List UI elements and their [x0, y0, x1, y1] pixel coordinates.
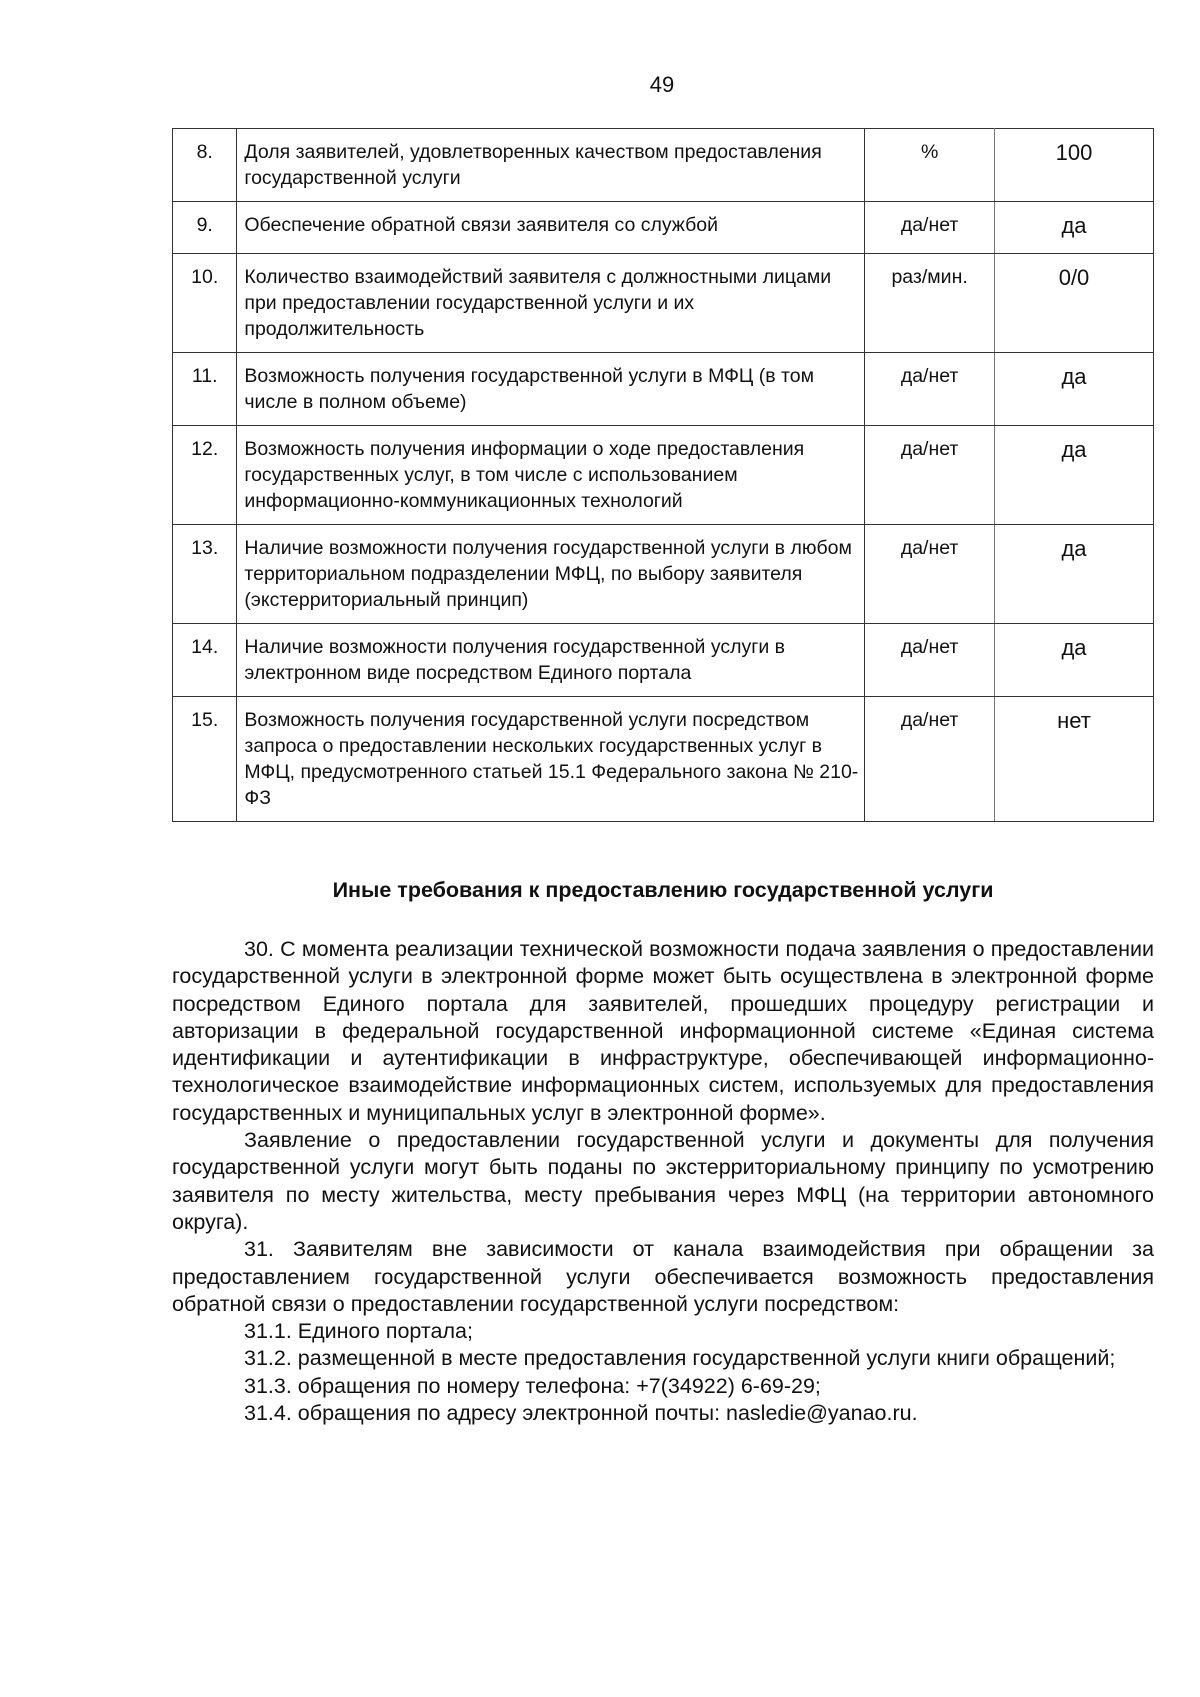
quality-indicators-table	[172, 128, 1154, 822]
paragraph-30: 30. С момента реализации технической возможности подача заявления о предоставлении государственной услуги в электронной форме может быть осуществлена в электронной форме посредством Единого портала для заявителей, прошедших процедуру регистрации и авторизации в федеральной государственной информационной системе «Единая система идентификации и аутентификации в инфраструктуре, обеспечивающей информационно-технологическое взаимодействие информационных систем, используемых для предоставления государственных и муниципальных услуг в электронной форме».	[172, 937, 1154, 1125]
indicator-description: Доля заявителей, удовлетворенных качеством предоставления государственной услуги	[237, 129, 865, 202]
indicator-description: Возможность получения информации о ходе предоставления государственных услуг, в том числе с использованием информационно-коммуникационных технологий	[237, 426, 865, 525]
table-row	[173, 202, 1154, 254]
indicator-description: Возможность получения государственной услуги посредством запроса о предоставлении нескольких государственных услуг в МФЦ, предусмотренного статьей 15.1 Федерального закона № 210-ФЗ	[237, 697, 865, 822]
indicator-value: да	[995, 353, 1154, 426]
indicator-unit: да/нет	[865, 353, 995, 426]
indicator-unit: раз/мин.	[865, 254, 995, 353]
indicator-value: да	[995, 202, 1154, 254]
indicator-unit: да/нет	[865, 202, 995, 254]
table-row	[173, 129, 1154, 202]
indicator-description: Наличие возможности получения государственной услуги в любом территориальном подразделении МФЦ, по выбору заявителя (экстерриториальный принцип)	[237, 525, 865, 624]
row-number: 10.	[173, 254, 237, 353]
indicator-value: 100	[995, 129, 1154, 202]
table-row	[173, 624, 1154, 697]
row-number: 11.	[173, 353, 237, 426]
indicator-unit: да/нет	[865, 525, 995, 624]
row-number: 13.	[173, 525, 237, 624]
row-number: 14.	[173, 624, 237, 697]
indicator-unit: %	[865, 129, 995, 202]
table-row	[173, 426, 1154, 525]
row-number: 12.	[173, 426, 237, 525]
row-number: 9.	[173, 202, 237, 254]
indicator-value: да	[995, 525, 1154, 624]
indicator-unit: да/нет	[865, 426, 995, 525]
indicator-description: Возможность получения государственной услуги в МФЦ (в том числе в полном объеме)	[237, 353, 865, 426]
paragraph-31-2: 31.2. размещенной в месте предоставления государственной услуги книги обращений;	[244, 1346, 1116, 1371]
table-row	[173, 525, 1154, 624]
indicator-value: 0/0	[995, 254, 1154, 353]
indicator-description: Обеспечение обратной связи заявителя со службой	[237, 202, 865, 254]
paragraph-31: 31. Заявителям вне зависимости от канала взаимодействия при обращении за предоставлением государственной услуги обеспечивается возможность предоставления обратной связи о предоставлении государственной услуги посредством:	[172, 1237, 1154, 1316]
row-number: 15.	[173, 697, 237, 822]
paragraph-31-4: 31.4. обращения по адресу электронной почты: nasledie@yanao.ru.	[244, 1401, 918, 1426]
paragraph-application-extraterritorial: Заявление о предоставлении государственной услуги и документы для получения государственной услуги могут быть поданы по экстерриториальному принципу по усмотрению заявителя по месту жительства, месту пребывания через МФЦ (на территории автономного округа).	[172, 1128, 1154, 1234]
indicator-description: Количество взаимодействий заявителя с должностными лицами при предоставлении государственной услуги и их продолжительность	[237, 254, 865, 353]
indicator-value: да	[995, 426, 1154, 525]
page-number: 49	[649, 72, 675, 97]
indicator-value: нет	[995, 697, 1154, 822]
table-row	[173, 254, 1154, 353]
paragraph-31-1: 31.1. Единого портала;	[244, 1319, 473, 1344]
section-heading: Иные требования к предоставлению государственной услуги	[332, 878, 994, 902]
indicator-unit: да/нет	[865, 697, 995, 822]
indicator-description: Наличие возможности получения государственной услуги в электронном виде посредством Единого портала	[237, 624, 865, 697]
row-number: 8.	[173, 129, 237, 202]
paragraph-31-3: 31.3. обращения по номеру телефона: +7(34922) 6-69-29;	[244, 1373, 821, 1398]
indicator-unit: да/нет	[865, 624, 995, 697]
section-body	[172, 936, 1154, 1427]
indicator-value: да	[995, 624, 1154, 697]
table-row	[173, 697, 1154, 822]
table-row	[173, 353, 1154, 426]
